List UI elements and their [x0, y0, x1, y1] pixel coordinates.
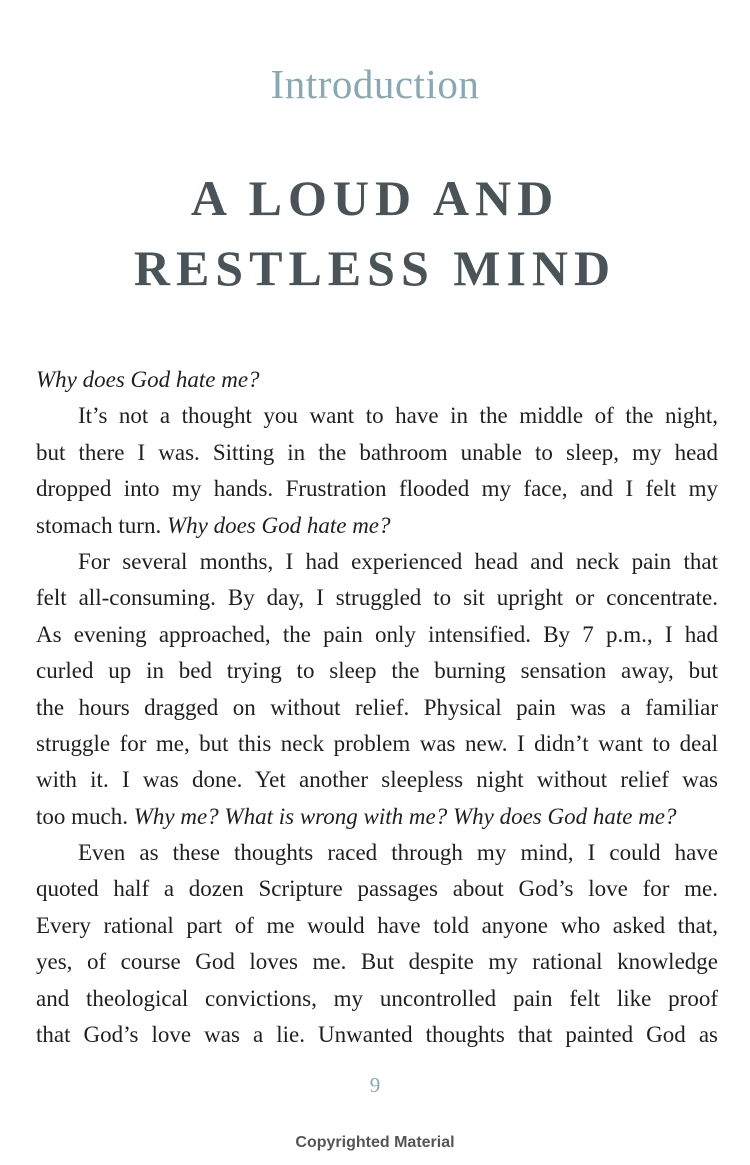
chapter-label: Introduction	[270, 61, 480, 107]
body-line-italic: Why does God hate me?	[166, 512, 391, 538]
body-line	[36, 799, 718, 835]
body-line: that God’s love was a lie. Unwanted thoughts that painted God as	[36, 1022, 718, 1048]
body-line: It’s not a thought you want to have in the middle of the night,	[78, 403, 718, 429]
body-line: As evening approached, the pain only intensified. By 7 p.m., I had	[36, 621, 718, 647]
chapter-title-line: RESTLESS MIND	[133, 240, 617, 296]
body-line-roman: stomach turn.	[36, 512, 167, 538]
chapter-title-line: A LOUD AND	[190, 170, 560, 226]
body-line-opening-question: Why does God hate me?	[36, 367, 260, 392]
body-line: curled up in bed trying to sleep the burning sensation away, but	[36, 658, 718, 684]
body-line: the hours dragged on without relief. Physical pain was a familiar	[36, 694, 718, 720]
body-line: and theological convictions, my uncontrolled pain felt like proof	[36, 985, 718, 1011]
body-line: yes, of course God loves me. But despite my rational knowledge	[36, 949, 718, 975]
body-line: Every rational part of me would have told anyone who asked that,	[36, 912, 718, 938]
body-line: For several months, I had experienced head and neck pain that	[78, 548, 718, 574]
body-line: with it. I was done. Yet another sleepless night without relief was	[36, 767, 718, 793]
body-line-italic: Why me? What is wrong with me? Why does God hate me?	[133, 803, 677, 829]
body-line: felt all-consuming. By day, I struggled to sit upright or concentrate.	[36, 585, 718, 611]
body-line: Even as these thoughts raced through my mind, I could have	[78, 840, 718, 866]
body-line: dropped into my hands. Frustration flooded my face, and I felt my	[36, 476, 718, 502]
page-number: 9	[369, 1073, 381, 1097]
chapter-title	[0, 163, 750, 303]
body-line: struggle for me, but this neck problem was new. I didn’t want to deal	[36, 730, 718, 756]
copyright-notice: Copyrighted Material	[295, 1134, 455, 1151]
body-line-roman: too much.	[36, 803, 134, 829]
body-line: quoted half a dozen Scripture passages about God’s love for me.	[36, 876, 718, 902]
body-line: but there I was. Sitting in the bathroom unable to sleep, my head	[36, 439, 718, 465]
body-line	[36, 508, 718, 544]
body-text	[36, 362, 718, 1053]
